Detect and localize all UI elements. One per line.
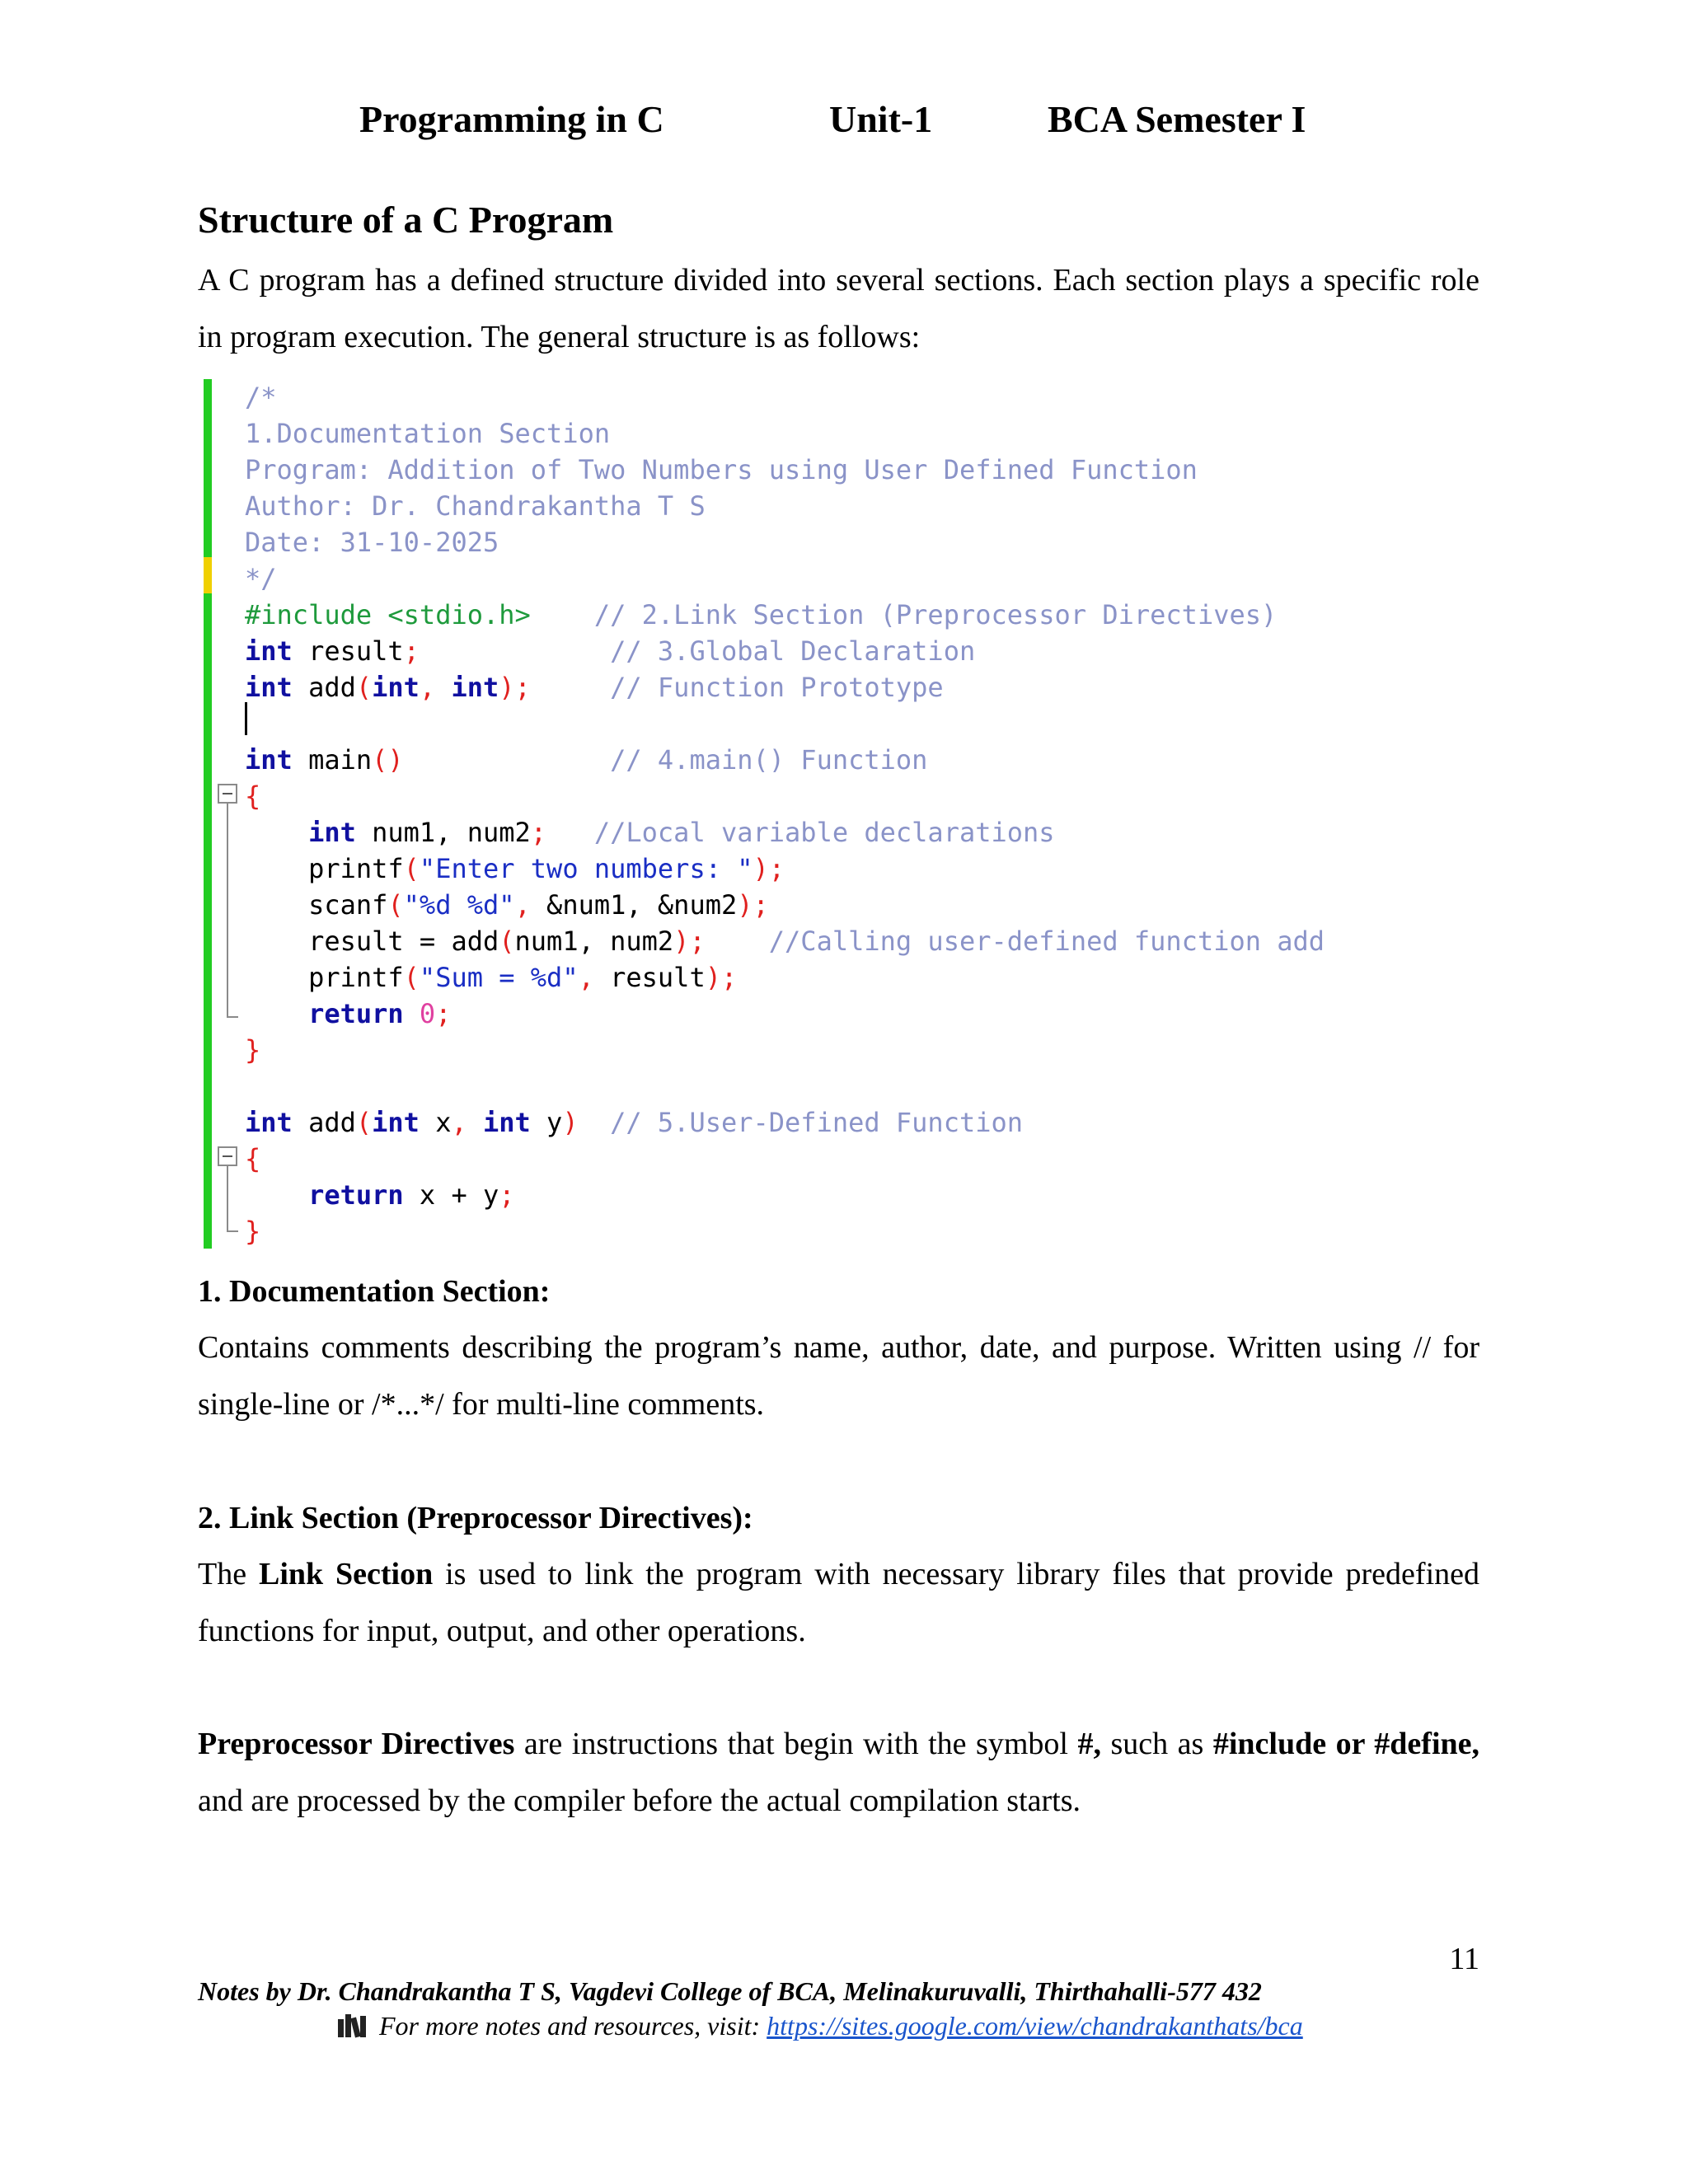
code-line: Author: Dr. Chandrakantha T S <box>245 490 706 522</box>
keyword: return <box>308 1179 404 1211</box>
code-line-return: return 0; <box>308 998 452 1029</box>
code-line-include <box>245 597 1277 633</box>
code-line-locals: int num1, num2; //Local variable declarations <box>308 817 1055 848</box>
code-comment: // 3.Global Declaration <box>610 635 976 667</box>
fold-collapse-icon[interactable] <box>218 1146 237 1166</box>
identifier: result = add <box>308 926 499 957</box>
identifier: num1, num2 <box>514 926 674 957</box>
code-line-global: int result; // 3.Global Declaration <box>245 635 976 667</box>
code-line: /* <box>245 382 277 413</box>
code-line-call: result = add(num1, num2); //Calling user-defined function add <box>308 926 1325 957</box>
code-line-printf-sum: printf("Sum = %d", result); <box>308 962 738 993</box>
keyword: int <box>245 635 293 667</box>
change-bar-modified <box>204 557 212 593</box>
identifier: y <box>530 1107 563 1138</box>
header-subject: Programming in C <box>359 98 664 140</box>
keyword: int <box>451 672 499 703</box>
bold-term: Preprocessor Directives <box>198 1727 515 1761</box>
code-line: */ <box>245 563 277 594</box>
link-section-paragraph <box>198 1546 1479 1660</box>
intro-paragraph: A C program has a defined structure divided into several sections. Each section plays a specific role in program execution. The general structure is as follows: <box>198 263 1479 354</box>
text-run: are instructions that begin with the symbol <box>514 1727 1078 1761</box>
identifier: x + y <box>403 1179 499 1211</box>
function-call: scanf <box>308 889 388 921</box>
books-icon <box>338 2014 368 2037</box>
bold-term: #, <box>1077 1727 1101 1761</box>
text-run: such as <box>1100 1727 1213 1761</box>
section-title: Structure of a C Program <box>198 199 614 241</box>
bold-term: Link Section <box>258 1557 434 1591</box>
keyword: int <box>372 672 420 703</box>
code-line-scanf: scanf("%d %d", &num1, &num2); <box>308 889 769 921</box>
page-number: 11 <box>1449 1942 1479 1976</box>
identifier: x <box>419 1107 452 1138</box>
code-line-return-sum: return x + y; <box>308 1179 515 1211</box>
code-line-prototype: int add(int, int); // Function Prototype <box>245 672 944 703</box>
fold-end-marker <box>227 1230 238 1232</box>
code-comment: // 5.User-Defined Function <box>610 1107 1024 1138</box>
code-comment: // 2.Link Section (Preprocessor Directives) <box>593 599 1278 630</box>
keyword: return <box>308 998 404 1029</box>
code-brace-close: } <box>245 1034 261 1066</box>
string-literal: "Sum = %d" <box>419 962 579 993</box>
include-directive: #include <stdio.h> <box>245 599 531 630</box>
function-call: printf <box>308 853 404 884</box>
code-comment: // 4.main() Function <box>610 744 928 776</box>
identifier: add <box>292 672 356 703</box>
bold-term: #include or #define, <box>1212 1727 1480 1761</box>
identifier: main <box>292 744 373 776</box>
text-run: is used to link the program with necessary library files that provide predefined functions for input, output, and other operations. <box>198 1557 1479 1648</box>
change-bar <box>204 379 212 557</box>
code-comment: //Calling user-defined function add <box>768 926 1325 957</box>
keyword: int <box>372 1107 420 1138</box>
footer-notes: Notes by Dr. Chandrakantha T S, Vagdevi College of BCA, Melinakuruvalli, Thirthahalli-577 432 <box>198 1976 1262 2006</box>
change-bar <box>204 593 212 1249</box>
code-comment: //Local variable declarations <box>593 817 1055 848</box>
text-run: and are processed by the compiler before the actual compilation starts. <box>198 1783 1081 1818</box>
code-line-printf: printf("Enter two numbers: "); <box>308 853 785 884</box>
code-brace-open: { <box>245 1143 261 1174</box>
function-call: printf <box>308 962 404 993</box>
identifier: result <box>593 962 706 993</box>
keyword: int <box>245 1107 293 1138</box>
link-section-heading: 2. Link Section (Preprocessor Directives): <box>198 1501 753 1535</box>
fold-end-marker <box>227 1016 238 1018</box>
keyword: int <box>245 744 293 776</box>
code-brace-open: { <box>245 780 261 812</box>
number-literal: 0 <box>419 998 436 1029</box>
identifier: num1, num2 <box>355 817 531 848</box>
footer-link-line <box>338 2011 1303 2041</box>
code-block <box>204 379 1489 1249</box>
documentation-heading: 1. Documentation Section: <box>198 1274 551 1309</box>
keyword: int <box>308 817 356 848</box>
string-literal: "Enter two numbers: " <box>419 853 753 884</box>
resources-link[interactable]: https://sites.google.com/view/chandrakanthats/bca <box>767 2011 1303 2041</box>
string-literal: "%d %d" <box>403 889 515 921</box>
fold-guide <box>227 804 228 1016</box>
code-line: Date: 31-10-2025 <box>245 527 499 558</box>
code-line-udf: int add(int x, int y) // 5.User-Defined Function <box>245 1107 1024 1138</box>
header-course: BCA Semester I <box>1048 98 1306 140</box>
footer-text: For more notes and resources, visit: <box>373 2011 767 2041</box>
code-line-main: int main() // 4.main() Function <box>245 744 928 776</box>
fold-collapse-icon[interactable] <box>218 784 237 804</box>
identifier: &num1, &num2 <box>530 889 738 921</box>
code-line: 1.Documentation Section <box>245 418 611 449</box>
code-comment: // Function Prototype <box>610 672 944 703</box>
code-brace-close: } <box>245 1216 261 1247</box>
header-unit: Unit-1 <box>829 98 933 140</box>
preprocessor-paragraph <box>198 1716 1479 1830</box>
keyword: int <box>245 672 293 703</box>
text-run: The <box>198 1557 259 1591</box>
documentation-paragraph: Contains comments describing the program’s name, author, date, and purpose. Written using // for single-line or /*...*/ for multi-line comments. <box>198 1330 1479 1422</box>
identifier: result <box>292 635 404 667</box>
code-line: Program: Addition of Two Numbers using User Defined Function <box>245 454 1198 485</box>
keyword: int <box>482 1107 531 1138</box>
identifier: add <box>292 1107 356 1138</box>
fold-guide <box>227 1166 228 1230</box>
text-cursor <box>245 702 247 735</box>
